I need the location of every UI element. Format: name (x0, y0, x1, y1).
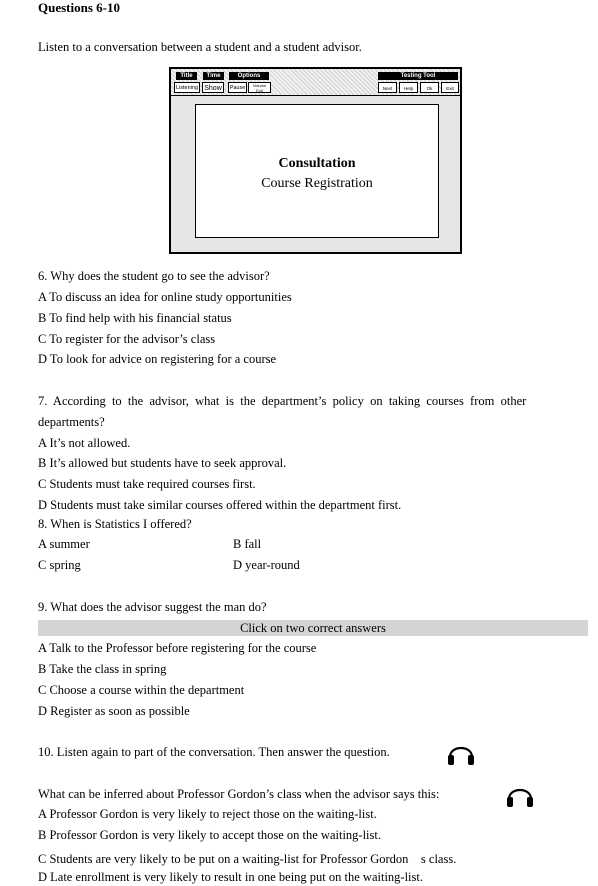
intro-text: Listen to a conversation between a student and a student advisor. (38, 40, 362, 54)
q9-option-a[interactable]: A Talk to the Professor before registering for the course (38, 641, 317, 655)
q9-question: 9. What does the advisor suggest the man do? (38, 600, 267, 614)
q9-option-b[interactable]: B Take the class in spring (38, 662, 167, 676)
q6-question: 6. Why does the student go to see the advisor? (38, 269, 270, 283)
q7-option-c[interactable]: C Students must take required courses first. (38, 477, 256, 491)
pause-button[interactable]: Pause (228, 82, 247, 93)
q8-option-b[interactable]: B fall (233, 537, 262, 551)
q8-option-d[interactable]: D year-round (233, 558, 300, 572)
q10-option-a[interactable]: A Professor Gordon is very likely to reject those on the waiting-list. (38, 807, 377, 821)
q10-option-b[interactable]: B Professor Gordon is very likely to accept those on the waiting-list. (38, 828, 381, 842)
ok-button[interactable]: Ok (420, 82, 439, 93)
help-button[interactable]: Help (399, 82, 418, 93)
q7-option-d[interactable]: D Students must take similar courses offered within the department first. (38, 498, 402, 512)
q7-question-line2: departments? (38, 415, 105, 429)
title-button[interactable]: Title (176, 72, 197, 80)
q10-prompt: What can be inferred about Professor Gordon’s class when the advisor says this: (38, 787, 440, 801)
headphones-icon[interactable] (446, 740, 476, 766)
screen-subtitle: Course Registration (261, 176, 373, 191)
q10-question: 10. Listen again to part of the conversation. Then answer the question. (38, 745, 390, 759)
q8-option-c[interactable]: C spring (38, 558, 81, 572)
q6-option-c[interactable]: C To register for the advisor’s class (38, 332, 216, 346)
time-button[interactable]: Time (203, 72, 224, 80)
q8-option-a[interactable]: A summer (38, 537, 90, 551)
testing-tool-window (169, 67, 462, 254)
options-button[interactable]: Options (229, 72, 269, 80)
q9-option-c[interactable]: C Choose a course within the department (38, 683, 245, 697)
tool-display-screen (195, 104, 439, 238)
q8-question: 8. When is Statistics I offered? (38, 517, 192, 531)
listening-button[interactable]: Listening (174, 82, 200, 93)
q7-question-line1: 7. According to the advisor, what is the department’s policy on taking courses from other (38, 394, 527, 408)
q6-option-a[interactable]: A To discuss an idea for online study opportunities (38, 290, 292, 304)
exit-button[interactable]: Exit (441, 82, 459, 93)
volume-exit-button[interactable]: Volume Exit (248, 82, 271, 93)
q7-option-a[interactable]: A It’s not allowed. (38, 436, 131, 450)
q10-option-d[interactable]: D Late enrollment is very likely to result in one being put on the waiting-list. (38, 870, 423, 884)
q10-option-c[interactable]: C Students are very likely to be put on a waiting-list for Professor Gordon s class. (38, 852, 457, 866)
tool-toolbar (171, 69, 460, 96)
show-button[interactable]: Show (202, 82, 224, 93)
q6-option-b[interactable]: B To find help with his financial status (38, 311, 232, 325)
headphones-icon[interactable] (505, 782, 535, 808)
q7-option-b[interactable]: B It’s allowed but students have to seek approval. (38, 456, 287, 470)
next-button[interactable]: Next (378, 82, 397, 93)
screen-title: Consultation (278, 156, 356, 171)
q9-option-d[interactable]: D Register as soon as possible (38, 704, 190, 718)
q9-instruction-bar: Click on two correct answers (38, 620, 588, 636)
q6-option-d[interactable]: D To look for advice on registering for a course (38, 352, 277, 366)
testing-tool-title: Testing Tool (378, 72, 458, 80)
section-header: Questions 6-10 (38, 0, 120, 15)
